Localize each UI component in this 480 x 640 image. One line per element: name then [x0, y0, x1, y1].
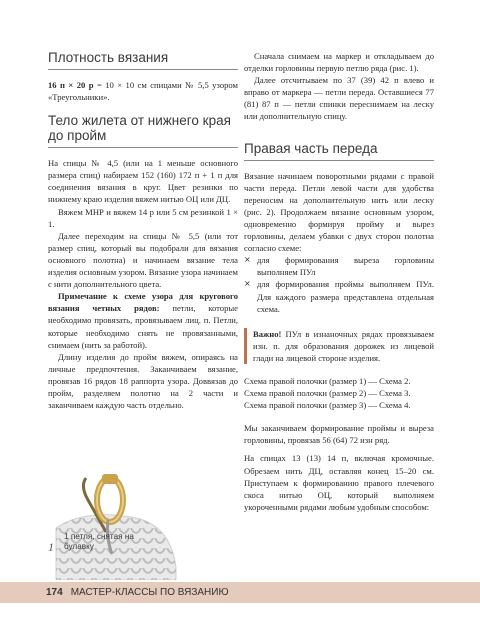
- figure-number: 1: [48, 540, 54, 554]
- density-paragraph: [48, 79, 238, 103]
- bullet-armhole: [244, 278, 434, 314]
- figure-caption: 1 петля, снятая на булавку: [64, 532, 134, 551]
- bullet-mark-icon: ×: [244, 279, 251, 289]
- important-note: [244, 328, 434, 364]
- front-paragraph: Вязание начинаем поворотными рядами с правой части переда. Петли левой части для удобства переносим на дополнительную нить или леску (рис. 2). Продолжаем вязание основным узором, одновременно формируя пройму и вырез горловины, делаем убавки с двух сторон полотна согласно схеме:: [244, 170, 434, 254]
- bullet-neckline: [244, 254, 434, 278]
- right-paragraph-2: Далее отсчитываем по 37 (39) 42 п влево и вправо от маркера — петли переда. Оставшиеся 77 (81) 87 п — петли спинки переснимаем на леску или дополнительную спицу.: [244, 75, 434, 122]
- right-column: [244, 50, 434, 513]
- scheme-line-3: Схема правой полочки (размер 3) — Схема 4.: [244, 400, 411, 411]
- heading-body: Тело жилета от нижнего края до пройм: [48, 113, 238, 148]
- body-paragraph-1: На спицы № 4,5 (или на 1 меньше основного размера спиц) набираем 152 (160) 172 п + 1 п для соединения вязания в круг. Цвет резинки по нижнему краю изделия вяжем нитью ОЦ или ДЦ.: [48, 158, 238, 205]
- pattern-note-text: петли, которые необходимо провязать, провязываем лиц. п. Петли, которые необходимо снять не провязанными, снимаем (нить за работой).: [48, 303, 238, 350]
- note-bold: Важно!: [253, 328, 282, 339]
- pattern-note-bold: Примечание к схеме узора для кругового вязания четных рядов:: [48, 291, 238, 314]
- density-text: = 10 × 10 см спицами № 5,5 узором «Треугольники».: [48, 80, 238, 103]
- section-title: МАСТЕР-КЛАССЫ ПО ВЯЗАНИЮ: [70, 587, 229, 598]
- body-paragraph-2: Вяжем МНР и вяжем 14 р или 5 см резинкой 1 × 1.: [48, 206, 238, 229]
- right-paragraph-5: На спицах 13 (13) 14 п, включая кромочные. Обрезаем нить ДЦ, оставляя конец 15–20 см. Приступаем к формированию правого плечевого скоса нитью ОЦ, который выполняем укороченными рядами любым удобным способом:: [244, 453, 434, 512]
- body-paragraph-3: Далее переходим на спицы № 5,5 (или тот размер спиц, который вы подобрали для вязания основного полотна) и начинаем вязание тела изделия основным узором. Вязание узора начинаем с нити дополнительного цвета.: [48, 230, 238, 290]
- heading-front: Правая часть переда: [244, 141, 434, 161]
- page-number: 174: [46, 587, 63, 598]
- footer: [46, 587, 229, 599]
- bullet-armhole-text: для формирования проймы выполняем ПУл. Для каждого размера представлена отдельная схема.: [257, 279, 434, 314]
- bullet-neckline-text: для формирования выреза горловины выполняем ПУл: [257, 255, 434, 278]
- note-text: ПУл в изнаночных рядах провязываем изн. п. для образования дорожек из лицевой глади на лицевой стороне изделия.: [253, 328, 434, 363]
- density-bold: 16 п × 20 р: [48, 80, 94, 90]
- scheme-line-2: Схема правой полочки (размер 2) — Схема 3.: [244, 388, 411, 399]
- pattern-note: [48, 290, 238, 350]
- bullet-mark-icon: ×: [244, 255, 251, 265]
- left-column: [48, 50, 238, 411]
- right-paragraph-1: Сначала снимаем на маркер и откладываем до отделки горловины первую петлю ряда (рис. 1).: [244, 51, 434, 74]
- knitting-pin-illustration: [46, 468, 186, 580]
- right-paragraph-4: Мы заканчиваем формирование проймы и выреза горловины, провязав 56 (64) 72 изн ряд.: [244, 423, 434, 446]
- body-paragraph-5: Длину изделия до пройм вяжем, опираясь на личные предпочтения. Заканчиваем вязание, провязав 16 рядов 18 раппорта узора. Доввязав до пройм, разделяем полотно на 2 части и заканчиваем каждую часть отдельно.: [48, 351, 238, 411]
- heading-density: Плотность вязания: [48, 50, 238, 70]
- scheme-line-1: Схема правой полочки (размер 1) — Схема 2.: [244, 375, 411, 386]
